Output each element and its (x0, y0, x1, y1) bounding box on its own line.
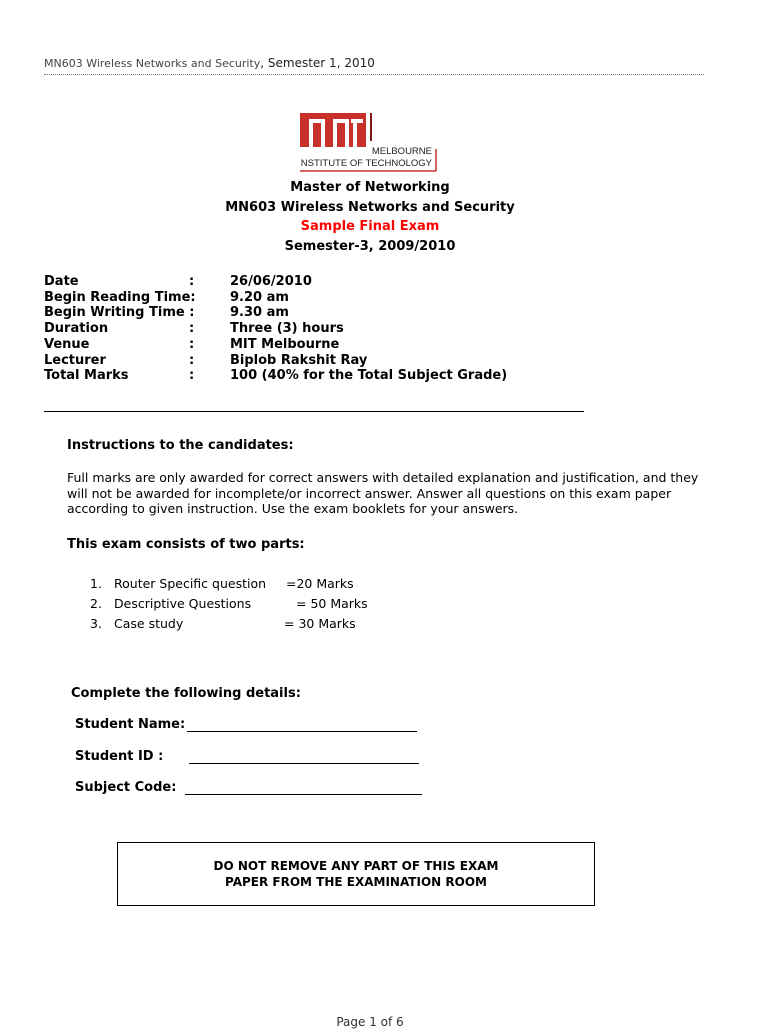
list-text: Descriptive Questions (114, 596, 252, 611)
subject-title: MN603 Wireless Networks and Security (225, 200, 515, 215)
detail-label: Duration (44, 321, 109, 336)
running-header (44, 56, 704, 75)
header-semester: , Semester 1, 2010 (260, 56, 375, 70)
detail-colon: : (189, 274, 195, 289)
semester-title: Semester-3, 2009/2010 (284, 239, 456, 254)
mit-logo-graphic (300, 113, 440, 175)
mit-logo (300, 113, 440, 179)
header-course: MN603 Wireless Networks and Security (44, 57, 261, 70)
list-text: Case study (114, 616, 184, 631)
detail-colon: : (189, 321, 195, 336)
student-name-blank[interactable] (187, 717, 417, 732)
list-number: 2. (90, 596, 102, 611)
instructions-heading: Instructions to the candidates: (67, 438, 294, 453)
detail-label: Begin Reading Time: (44, 290, 196, 305)
student-id-field[interactable] (75, 749, 425, 764)
detail-value: 9.30 am (230, 305, 289, 320)
divider (44, 411, 584, 412)
page-number: Page 1 of 6 (336, 1015, 404, 1029)
detail-label: Venue (44, 337, 90, 352)
detail-value: 100 (40% for the Total Subject Grade) (230, 368, 508, 383)
detail-label: Total Marks (44, 368, 129, 383)
detail-value: MIT Melbourne (230, 337, 340, 352)
detail-value: Biplob Rakshit Ray (230, 353, 368, 368)
notice-line2: PAPER FROM THE EXAMINATION ROOM (225, 875, 487, 889)
parts-heading: This exam consists of two parts: (67, 537, 305, 552)
list-number: 1. (90, 576, 102, 591)
detail-label: Lecturer (44, 353, 106, 368)
detail-colon: : (189, 353, 195, 368)
subject-code-field[interactable] (75, 780, 425, 795)
detail-value: Three (3) hours (230, 321, 344, 336)
detail-colon: : (189, 368, 195, 383)
notice-line1: DO NOT REMOVE ANY PART OF THIS EXAM (213, 859, 499, 873)
student-id-blank[interactable] (189, 749, 419, 764)
list-number: 3. (90, 616, 102, 631)
detail-label: Date (44, 274, 79, 289)
detail-label: Begin Writing Time : (44, 305, 195, 320)
list-marks: =20 Marks (286, 576, 354, 591)
list-text: Router Specific question (114, 576, 267, 591)
subject-code-blank[interactable] (185, 780, 422, 795)
logo-text-line1: MELBOURNE (371, 146, 432, 157)
detail-value: 26/06/2010 (230, 274, 312, 289)
subject-code-label: Subject Code: (75, 780, 177, 795)
list-marks: = 50 Marks (296, 596, 368, 611)
instructions-body: Full marks are only awarded for correct answers with detailed explanation and justification, and they will not be awarded for incomplete/or incorrect answer. Answer all questions on this exam paper according to given instruction. Use the exam booklets for your answers. (67, 470, 699, 516)
student-id-label: Student ID : (75, 749, 164, 764)
student-name-label: Student Name: (75, 717, 186, 732)
exam-notice-box (117, 842, 595, 906)
student-name-field[interactable] (75, 717, 425, 732)
logo-text-line2: INSTITUTE OF TECHNOLOGY (300, 158, 432, 169)
detail-value: 9.20 am (230, 290, 289, 305)
exam-title: Sample Final Exam (300, 219, 440, 234)
detail-colon: : (189, 337, 195, 352)
list-marks: = 30 Marks (284, 616, 356, 631)
program-title: Master of Networking (290, 180, 450, 195)
form-heading: Complete the following details: (71, 686, 301, 701)
